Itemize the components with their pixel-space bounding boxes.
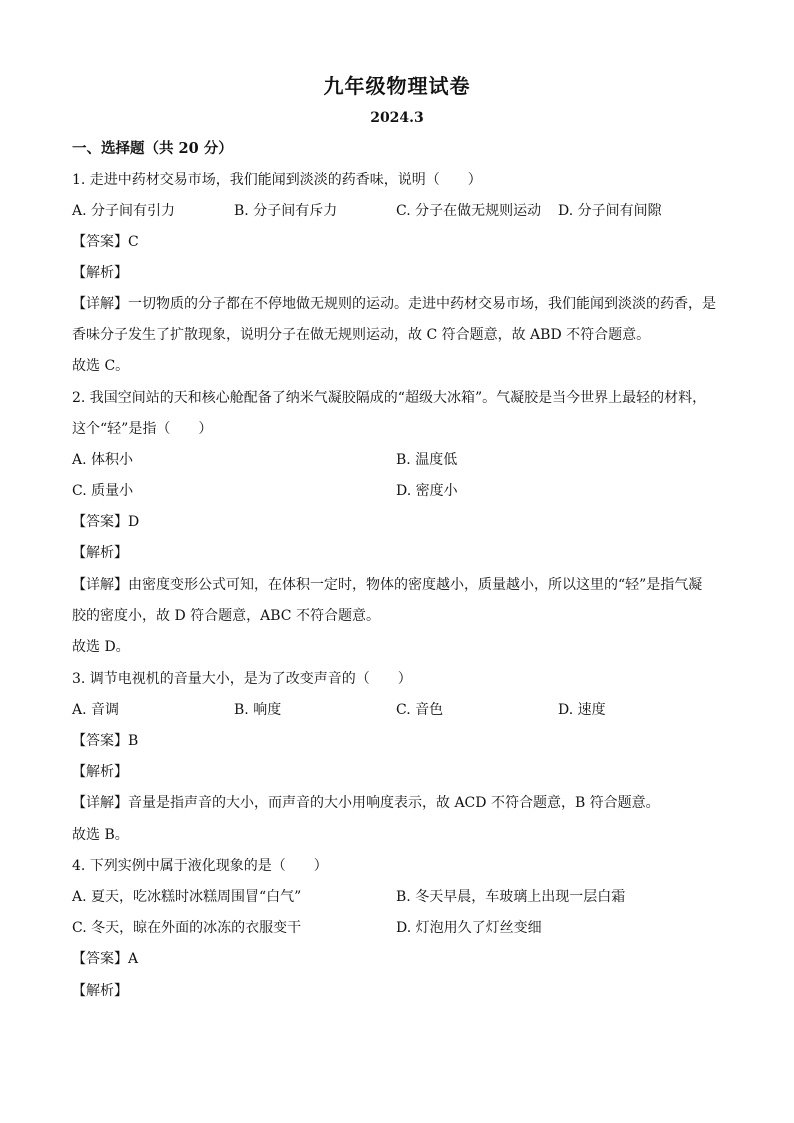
q2-answer-value: D [128, 514, 140, 530]
detail-label: 【详解】 [72, 795, 128, 811]
q1-option-a: A. 分子间有引力 [72, 203, 176, 219]
q3-option-a: A. 音调 [72, 702, 120, 718]
answer-label: 【答案】 [72, 733, 128, 749]
q4-option-c: C. 冬天，晾在外面的冰冻的衣服变干 [72, 920, 302, 936]
q3-stem: 3. 调节电视机的音量大小，是为了改变声音的（ ） [72, 671, 412, 687]
q3-analysis-label: 【解析】 [72, 764, 128, 780]
section-heading: 一、选择题（共 20 分） [72, 140, 233, 157]
detail-label: 【详解】 [72, 577, 128, 593]
q3-detail-line1 [72, 793, 722, 813]
q1-option-b: B. 分子间有斥力 [234, 203, 338, 219]
q1-option-c: C. 分子在做无规则运动 [396, 203, 542, 219]
q1-options [72, 201, 722, 221]
q3-option-d: D. 速度 [558, 702, 606, 718]
q3-options [72, 700, 722, 720]
q2-conclusion: 故选 D。 [72, 639, 130, 655]
q1-option-d: D. 分子间有间隙 [558, 203, 662, 219]
q4-option-a: A. 夏天，吃冰糕时冰糕周围冒“白气” [72, 889, 302, 905]
answer-label: 【答案】 [72, 234, 128, 250]
q2-option-c: C. 质量小 [72, 483, 134, 499]
q2-detail-line1 [72, 575, 722, 595]
q3-conclusion: 故选 B。 [72, 827, 129, 843]
q3-option-c: C. 音色 [396, 702, 444, 718]
q4-option-b: B. 冬天早晨，车玻璃上出现一层白霜 [396, 889, 626, 905]
q2-stem-line1: 2. 我国空间站的天和核心舱配备了纳米气凝胶隔成的“超级大冰箱”。气凝胶是当今世界上最轻的材料， [72, 390, 707, 406]
q2-options-row2 [72, 481, 722, 501]
q1-detail-text1: 一切物质的分子都在不停地做无规则的运动。走进中药材交易市场，我们能闻到淡淡的药香，是 [128, 296, 716, 312]
q2-answer [72, 512, 722, 532]
page-title: 九年级物理试卷 [323, 74, 471, 98]
q3-answer [72, 731, 722, 751]
q1-analysis-label: 【解析】 [72, 265, 128, 281]
q4-options-row1 [72, 887, 722, 907]
q4-options-row2 [72, 918, 722, 938]
q2-detail-text1: 由密度变形公式可知，在体积一定时，物体的密度越小，质量越小，所以这里的“轻”是指气凝 [128, 577, 703, 593]
q1-detail-line1 [72, 294, 722, 314]
exam-date: 2024.3 [370, 110, 424, 126]
answer-label: 【答案】 [72, 951, 128, 967]
q1-answer [72, 232, 722, 252]
q4-answer-value: A [128, 951, 139, 967]
q1-stem: 1. 走进中药材交易市场，我们能闻到淡淡的药香味，说明（ ） [72, 172, 482, 188]
q2-analysis-label: 【解析】 [72, 545, 128, 561]
answer-label: 【答案】 [72, 514, 128, 530]
q1-answer-value: C [128, 234, 139, 250]
q4-option-d: D. 灯泡用久了灯丝变细 [396, 920, 542, 936]
q3-option-b: B. 响度 [234, 702, 282, 718]
q2-stem-line2: 这个“轻”是指（ ） [72, 421, 213, 437]
q2-detail-line2: 胶的密度小，故 D 符合题意，ABC 不符合题意。 [72, 608, 380, 624]
q2-options-row1 [72, 450, 722, 470]
q4-answer [72, 949, 722, 969]
q2-option-d: D. 密度小 [396, 483, 458, 499]
q2-option-b: B. 温度低 [396, 452, 458, 468]
q1-conclusion: 故选 C。 [72, 358, 130, 374]
detail-label: 【详解】 [72, 296, 128, 312]
q3-answer-value: B [128, 733, 139, 749]
q3-detail-text1: 音量是指声音的大小，而声音的大小用响度表示，故 ACD 不符合题意，B 符合题意。 [128, 795, 660, 811]
q1-detail-line2: 香味分子发生了扩散现象，说明分子在做无规则运动，故 C 符合题意，故 ABD 不符合题意。 [72, 327, 651, 343]
q2-option-a: A. 体积小 [72, 452, 134, 468]
q4-stem: 4. 下列实例中属于液化现象的是（ ） [72, 858, 328, 874]
q4-analysis-label: 【解析】 [72, 983, 128, 999]
